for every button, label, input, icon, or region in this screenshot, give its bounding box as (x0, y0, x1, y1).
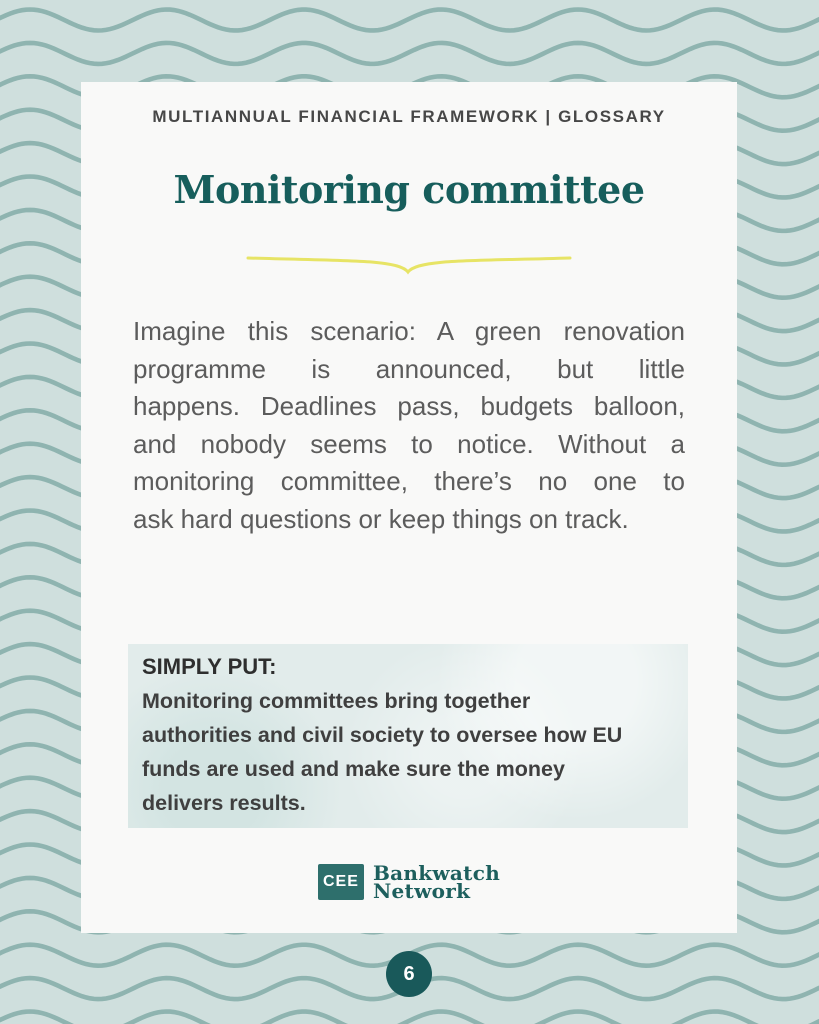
simply-put-box (128, 644, 688, 828)
logo-name-line: Bankwatch (372, 861, 501, 885)
simply-put-line: authorities and civil society to oversee how EU (142, 723, 623, 747)
body-line: programme is announced, but little (133, 353, 685, 384)
body-line: ask hard questions or keep things on track. (133, 503, 629, 534)
cee-bankwatch-logo (81, 861, 737, 903)
logo-name-line: Network (372, 879, 471, 903)
title-divider (244, 251, 574, 277)
body-line: monitoring committee, there’s no one to (133, 466, 685, 496)
content-card (81, 82, 737, 933)
page-title: Monitoring committee (173, 167, 645, 212)
logo-name (372, 861, 501, 903)
simply-put-label: SIMPLY PUT: (142, 654, 277, 679)
eyebrow-text: MULTIANNUAL FINANCIAL FRAMEWORK | GLOSSARY (152, 107, 666, 126)
cee-logo-badge: CEE (318, 864, 364, 900)
simply-put-line: funds are used and make sure the money (142, 757, 565, 781)
simply-put-line: delivers results. (142, 791, 306, 815)
body-line: happens. Deadlines pass, budgets balloon, (133, 391, 685, 421)
body-line: Imagine this scenario: A green renovation (133, 316, 685, 346)
body-paragraph (133, 313, 685, 538)
simply-put-line: Monitoring committees bring together (142, 689, 531, 713)
page-number-badge: 6 (386, 951, 432, 997)
body-line: and nobody seems to notice. Without a (133, 428, 685, 459)
